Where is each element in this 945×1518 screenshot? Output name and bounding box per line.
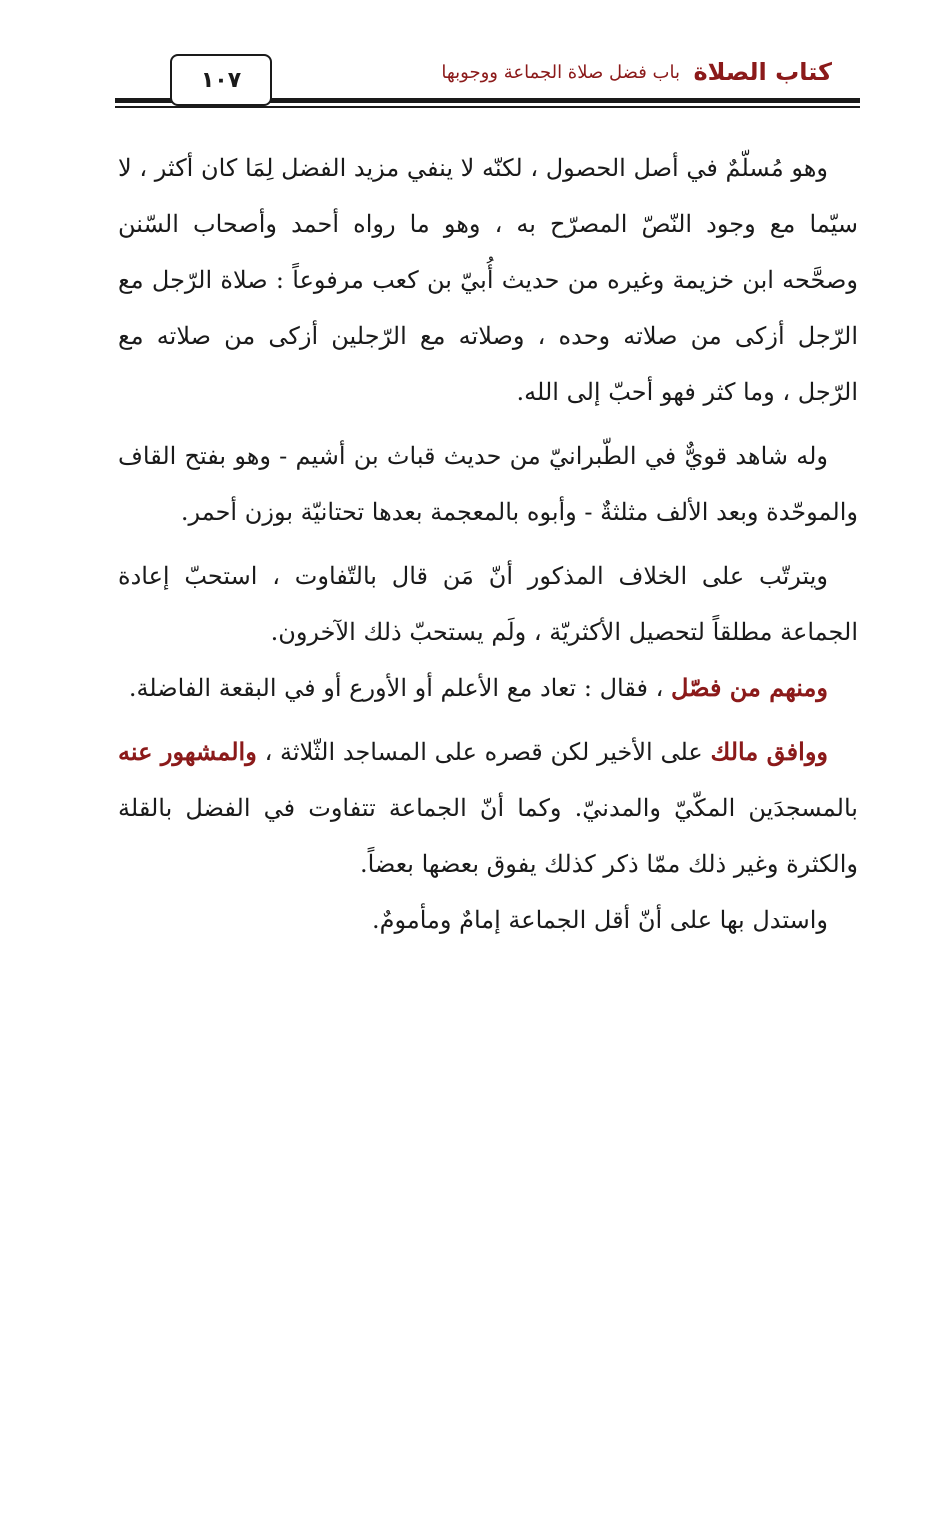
highlight-phrase: ووافق مالك (710, 737, 828, 766)
chapter-title: باب فضل صلاة الجماعة ووجوبها (441, 62, 680, 83)
highlight-phrase: والمشهور عنه (118, 737, 257, 766)
paragraph-5-text: بالمسجدَين المكّيّ والمدنيّ. وكما أنّ الجماعة تتفاوت في الفضل بالقلة والكثرة وغير ذلك ممّا ذكر كذلك يفوق بعضها بعضاً. (118, 794, 858, 878)
header-rule-thin (115, 106, 860, 108)
page-number-box (170, 54, 272, 106)
body-text (118, 140, 858, 956)
paragraph-6: واستدل بها على أنّ أقل الجماعة إمامٌ ومأمومٌ. (371, 906, 828, 934)
paragraph-5-text: على الأخير لكن قصره على المساجد الثّلاثة ، (264, 738, 703, 766)
paragraph-5 (118, 724, 858, 892)
paragraph-1: وهو مُسلّمٌ في أصل الحصول ، لكنّه لا ينفي مزيد الفضل لِمَا كان أكثر ، لا سيّما مع وجود النّصّ المصرّح به ، وهو ما رواه أحمد وأصحاب السّنن وصحَّحه ابن خزيمة وغيره من حديث أُبيّ بن كعب مرفوعاً : صلاة الرّجل مع الرّجل أزكى من صلاته وحده ، وصلاته مع الرّجلين أزكى من صلاته مع الرّجل ، وما كثر فهو أحبّ إلى الله. (118, 154, 859, 406)
paragraph-3: ويترتّب على الخلاف المذكور أنّ مَن قال بالتّفاوت ، استحبّ إعادة الجماعة مطلقاً لتحصيل الأكثريّة ، ولَم يستحبّ ذلك الآخرون. (118, 562, 858, 646)
highlight-phrase: ومنهم من فصّل (670, 673, 828, 702)
page-number: ١٠٧ (200, 67, 242, 93)
paragraph-4-text: ، فقال : تعاد مع الأعلم أو الأورع أو في البقعة الفاضلة. (128, 674, 664, 702)
book-title: كتاب الصلاة (693, 58, 832, 86)
paragraph-4 (118, 660, 858, 716)
paragraph-2: وله شاهد قويٌّ في الطّبرانيّ من حديث قباث بن أشيم - وهو بفتح القاف والموحّدة وبعد الألف مثلثةٌ - وأبوه بالمعجمة بعدها تحتانيّة بوزن أحمر. (118, 442, 858, 526)
